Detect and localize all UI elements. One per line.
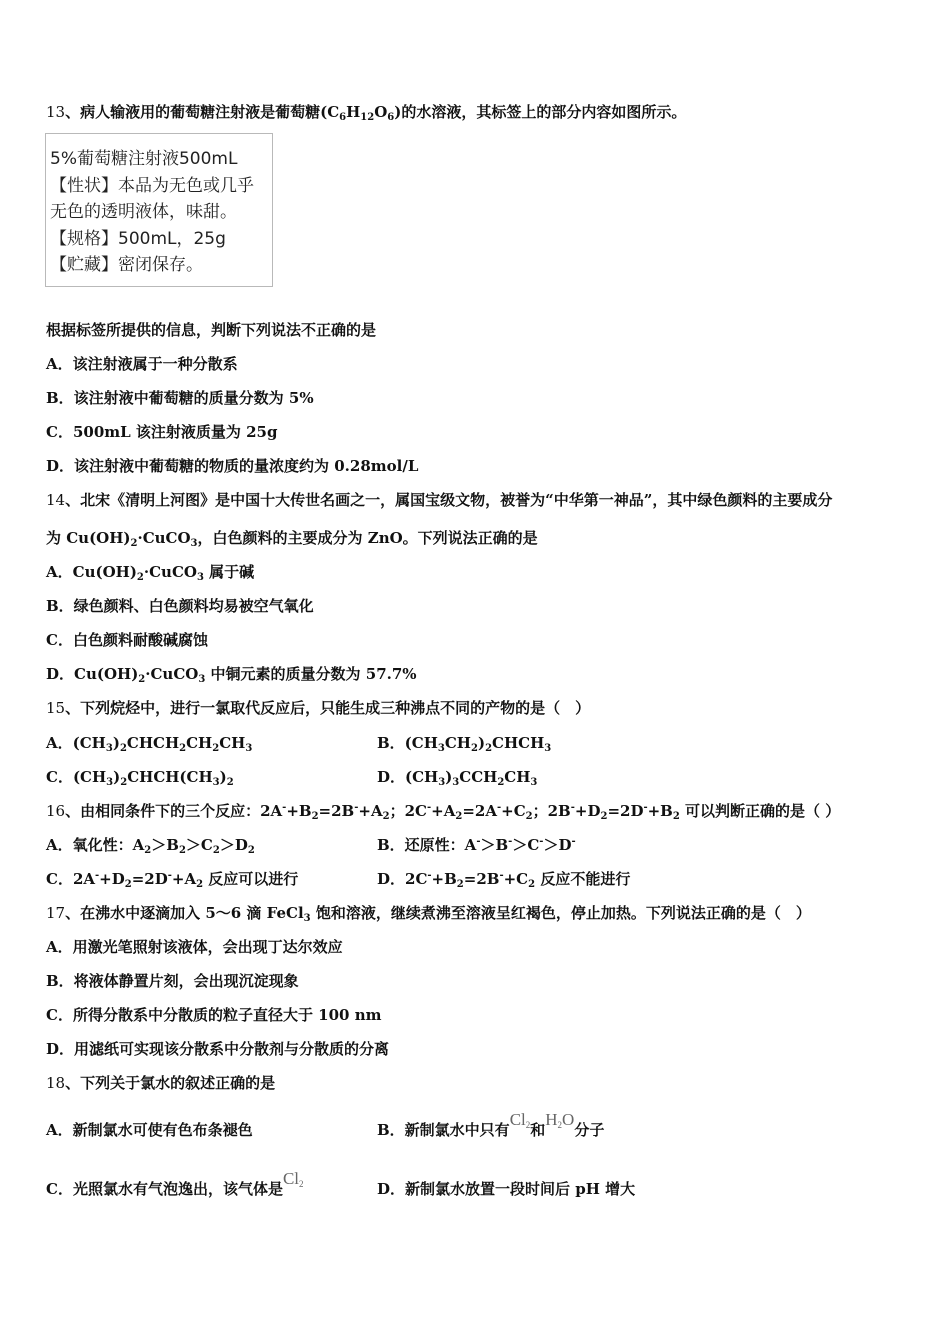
q15-option-d: D．$(CH_3)_3CCH_2CH_3$ [377, 768, 538, 788]
label-line: 无色的透明液体，味甜。 [50, 202, 237, 222]
q13-option-b: B．该注射液中葡萄糖的质量分数为 5% [46, 389, 314, 407]
q14-stem-line2: 为 $Cu(OH)_2\cdot CuCO_3$，白色颜料的主要成分为 ZnO。下列说法正确的是 [46, 529, 538, 549]
q17-option-d: D．用滤纸可实现该分散系中分散剂与分散质的分离 [46, 1040, 390, 1058]
q13-option-a: A．该注射液属于一种分散系 [46, 355, 238, 373]
q17-number: 17 [46, 904, 66, 922]
cl2-formula: $Cl_2$ [509, 1110, 531, 1130]
q18-option-d: D．新制氯水放置一段时间后 pH 增大 [377, 1180, 636, 1198]
h2o-formula: $H_2O$ [545, 1110, 575, 1130]
q13-option-d: D．该注射液中葡萄糖的物质的量浓度约为 0.28mol/L [46, 457, 419, 475]
q15-stem: 15、下列烷烃中，进行一氯取代反应后，只能生成三种沸点不同的产物的是（ ） [46, 699, 591, 717]
q17-option-a: A．用激光笔照射该液体，会出现丁达尔效应 [46, 938, 343, 956]
q18-option-b: B．新制氯水中只有$Cl_2$和$H_2O$分子 [377, 1110, 605, 1139]
q18-number: 18 [46, 1074, 66, 1092]
q17-option-c: C．所得分散系中分散质的粒子直径大于 100 nm [46, 1006, 382, 1024]
q16-option-a: A．氧化性：$A_2>B_2>C_2>D_2$ [46, 836, 255, 856]
q13-stem: 13、病人输液用的葡萄糖注射液是葡萄糖$(C_6H_{12}O_6)$的水溶液，其标签上的部分内容如图所示。 [46, 103, 687, 123]
q13-option-c: C．500mL 该注射液质量为 25g [46, 423, 278, 441]
label-line: 【性状】本品为无色或几乎 [50, 175, 254, 196]
q15-option-b: B．$(CH_3CH_2)_2CHCH_3$ [377, 734, 552, 754]
q18-option-c: C．光照氯水有气泡逸出，该气体是$Cl_2$ [46, 1169, 304, 1198]
cl2-formula: $Cl_2$ [282, 1169, 304, 1189]
q15-option-a: A．$(CH_3)_2CHCH_2CH_2CH_3$ [46, 734, 253, 754]
q14-option-c: C．白色颜料耐酸碱腐蚀 [46, 631, 208, 649]
q14-option-a: A．$Cu(OH)_2\cdot CuCO_3$ 属于碱 [46, 563, 255, 583]
q16-stem: 16、由相同条件下的三个反应：$2A^-+B_2=2B^-+A_2$；$2C^-+A_2=2A^-+C_2$；$2B^-+D_2=2D^-+B_2$ 可以判断正确的是（ ） [46, 802, 841, 822]
q16-number: 16 [46, 802, 66, 820]
q14-stem-line1: 14、北宋《清明上河图》是中国十大传世名画之一，属国宝级文物，被誉为“中华第一神品”，其中绿色颜料的主要成分 [46, 491, 833, 509]
q14-option-d: D．$Cu(OH)_2\cdot CuCO_3$ 中铜元素的质量分数为 57.7% [46, 665, 417, 685]
q17-stem: 17、在沸水中逐滴加入 5～6 滴 FeCl$_3$ 饱和溶液，继续煮沸至溶液呈红褐色，停止加热。下列说法正确的是（ ） [46, 904, 811, 924]
q16-option-d: D．$2C^-+B_2=2B^-+C_2$ 反应不能进行 [377, 870, 631, 890]
q17-option-b: B．将液体静置片刻，会出现沉淀现象 [46, 972, 299, 990]
label-line: 5%葡萄糖注射液500mL [50, 149, 238, 169]
q16-option-b: B．还原性：A-＞B-＞C-＞D- [377, 836, 576, 854]
q13-number: 13 [46, 103, 66, 121]
q15-option-c: C．$(CH_3)_2CHCH(CH_3)_2$ [46, 768, 234, 788]
q18-stem: 18、下列关于氯水的叙述正确的是 [46, 1074, 276, 1092]
q15-number: 15 [46, 699, 66, 717]
label-line: 【贮藏】密闭保存。 [50, 255, 203, 275]
q14-number: 14 [46, 491, 66, 509]
q16-option-c: C．$2A^-+D_2=2D^-+A_2$ 反应可以进行 [46, 870, 299, 890]
q13-label-image [45, 133, 273, 287]
q14-option-b: B．绿色颜料、白色颜料均易被空气氧化 [46, 597, 314, 615]
q18-option-a: A．新制氯水可使有色布条褪色 [46, 1121, 253, 1139]
label-line: 【规格】500mL，25g [50, 228, 226, 249]
q13-ask: 根据标签所提供的信息，判断下列说法不正确的是 [46, 321, 377, 339]
